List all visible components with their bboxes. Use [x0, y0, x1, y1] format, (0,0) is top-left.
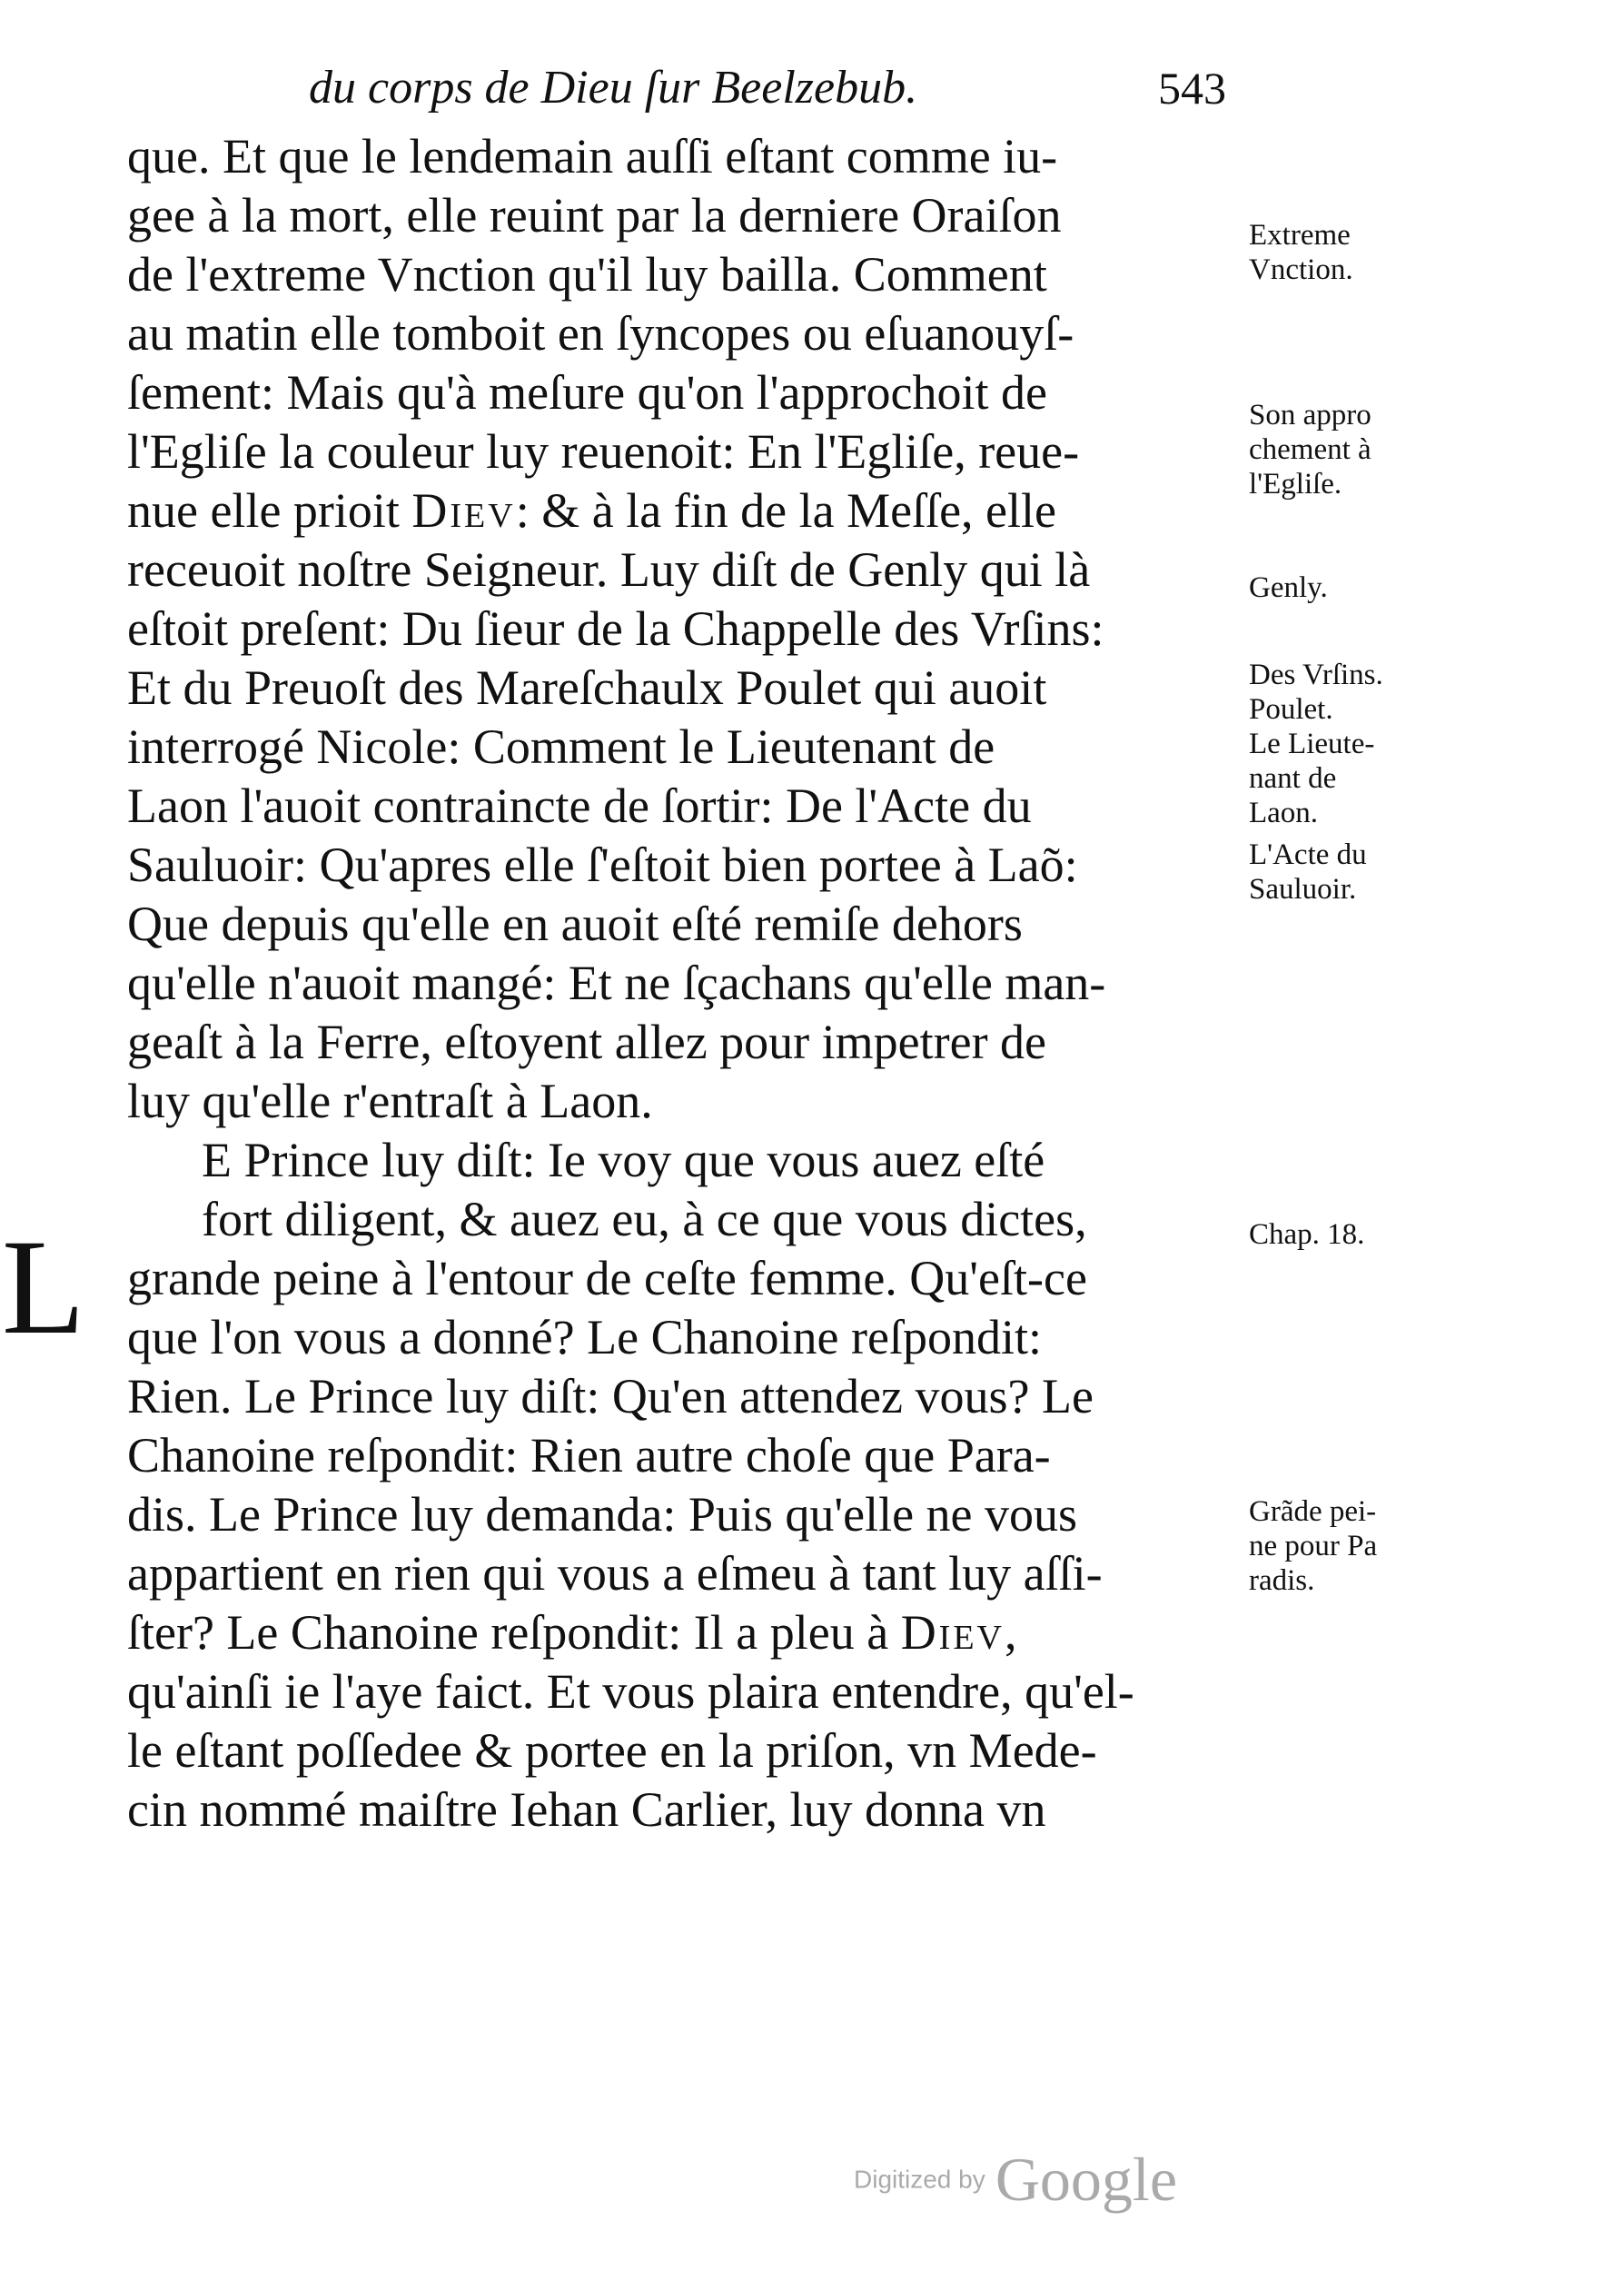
text-line: ſement: Mais qu'à meſure qu'on l'approchoit de: [127, 365, 1047, 420]
margin-note: radis.: [1249, 1564, 1315, 1597]
chapter-first-line: E Prince luy diſt: Ie voy que vous auez eſté: [202, 1133, 1045, 1187]
text-line: l'Egliſe la couleur luy reuenoit: En l'Egliſe, reue-: [127, 424, 1080, 479]
text-line: que l'on vous a donné? Le Chanoine reſpondit:: [127, 1310, 1042, 1364]
dieu-smallcaps: Diev: [900, 1605, 1005, 1660]
text-line: Chanoine reſpondit: Rien autre choſe que Para-: [127, 1428, 1051, 1483]
text-line: gee à la mort, elle reuint par la derniere Oraiſon: [127, 188, 1062, 243]
margin-note: Vnction.: [1249, 253, 1353, 286]
google-logo: Google: [995, 2145, 1178, 2214]
text-line: qu'elle n'auoit mangé: Et ne ſçachans qu'elle man-: [127, 956, 1106, 1010]
body-text: [127, 127, 1235, 1840]
text-line: luy qu'elle r'entraſt à Laon.: [127, 1074, 653, 1128]
margin-note: nant de: [1249, 762, 1337, 795]
text-segment: ,: [1005, 1605, 1017, 1660]
margin-note: chement à: [1249, 433, 1371, 466]
text-line: de l'extreme Vnction qu'il luy bailla. Comment: [127, 247, 1047, 302]
running-head: du corps de Dieu ſur Beelzebub.: [309, 62, 918, 114]
text-line: fort diligent, & auez eu, à ce que vous dictes,: [202, 1192, 1087, 1246]
text-line: cin nommé maiſtre Iehan Carlier, luy donna vn: [127, 1782, 1046, 1837]
text-line: appartient en rien qui vous a eſmeu à tant luy aſſi-: [127, 1546, 1103, 1601]
text-line: Rien. Le Prince luy diſt: Qu'en attendez vous? Le: [127, 1369, 1094, 1423]
text-line: eſtoit preſent: Du ſieur de la Chappelle des Vrſins:: [127, 601, 1104, 656]
margin-note: l'Egliſe.: [1249, 468, 1342, 501]
text-line: grande peine à l'entour de ceſte femme. Qu'eſt-ce: [127, 1251, 1087, 1305]
page-header: [309, 56, 1226, 129]
margin-note: Extreme: [1249, 219, 1351, 252]
margin-note: Son appro: [1249, 399, 1371, 431]
text-line-dieu: [127, 1603, 1235, 1662]
margin-note: Chap. 18.: [1249, 1218, 1365, 1251]
dieu-smallcaps: Diev: [411, 483, 516, 538]
digitized-label: Digitized by: [854, 2165, 985, 2194]
text-segment: nue elle prioit: [127, 483, 412, 538]
margin-note: Poulet.: [1249, 693, 1333, 726]
text-line: au matin elle tomboit en ſyncopes ou eſuanouyſ-: [127, 306, 1074, 361]
text-line: interrogé Nicole: Comment le Lieutenant de: [127, 719, 995, 774]
text-line: le eſtant poſſedee & portee en la priſon, vn Mede-: [127, 1723, 1097, 1778]
text-line: qu'ainſi ie l'aye faict. Et vous plaira entendre, qu'el-: [127, 1664, 1134, 1719]
text-line: Laon l'auoit contraincte de ſortir: De l'Acte du: [127, 778, 1032, 833]
margin-note: L'Acte du: [1249, 838, 1367, 871]
text-segment: : & à la fin de la Meſſe, elle: [515, 483, 1056, 538]
drop-cap: L: [2, 1212, 85, 1363]
digitized-watermark: [854, 2144, 1177, 2216]
margin-note: Genly.: [1249, 571, 1328, 604]
text-line: Et du Preuoſt des Mareſchaulx Poulet qui auoit: [127, 660, 1047, 715]
text-line: geaſt à la Ferre, eſtoyent allez pour impetrer de: [127, 1015, 1047, 1069]
margin-note: ne pour Pa: [1249, 1530, 1378, 1562]
margin-note: Grãde pei-: [1249, 1495, 1377, 1528]
page-number: 543: [1158, 63, 1226, 114]
text-line: receuoit noſtre Seigneur. Luy diſt de Genly qui là: [127, 542, 1091, 597]
margin-note: Sauluoir.: [1249, 873, 1357, 906]
text-line: que. Et que le lendemain auſſi eſtant comme iu-: [127, 129, 1058, 183]
margin-note: Des Vrſins.: [1249, 659, 1383, 691]
text-line: Sauluoir: Qu'apres elle ſ'eſtoit bien portee à Laõ:: [127, 838, 1078, 892]
text-line-dieu: [127, 481, 1235, 540]
text-segment: ſter? Le Chanoine reſpondit: Il a pleu à: [127, 1605, 901, 1660]
text-line: dis. Le Prince luy demanda: Puis qu'elle ne vous: [127, 1487, 1078, 1542]
margin-note: Laon.: [1249, 797, 1319, 829]
margin-note: Le Lieute-: [1249, 728, 1375, 760]
text-line: Que depuis qu'elle en auoit eſté remiſe dehors: [127, 897, 1023, 951]
